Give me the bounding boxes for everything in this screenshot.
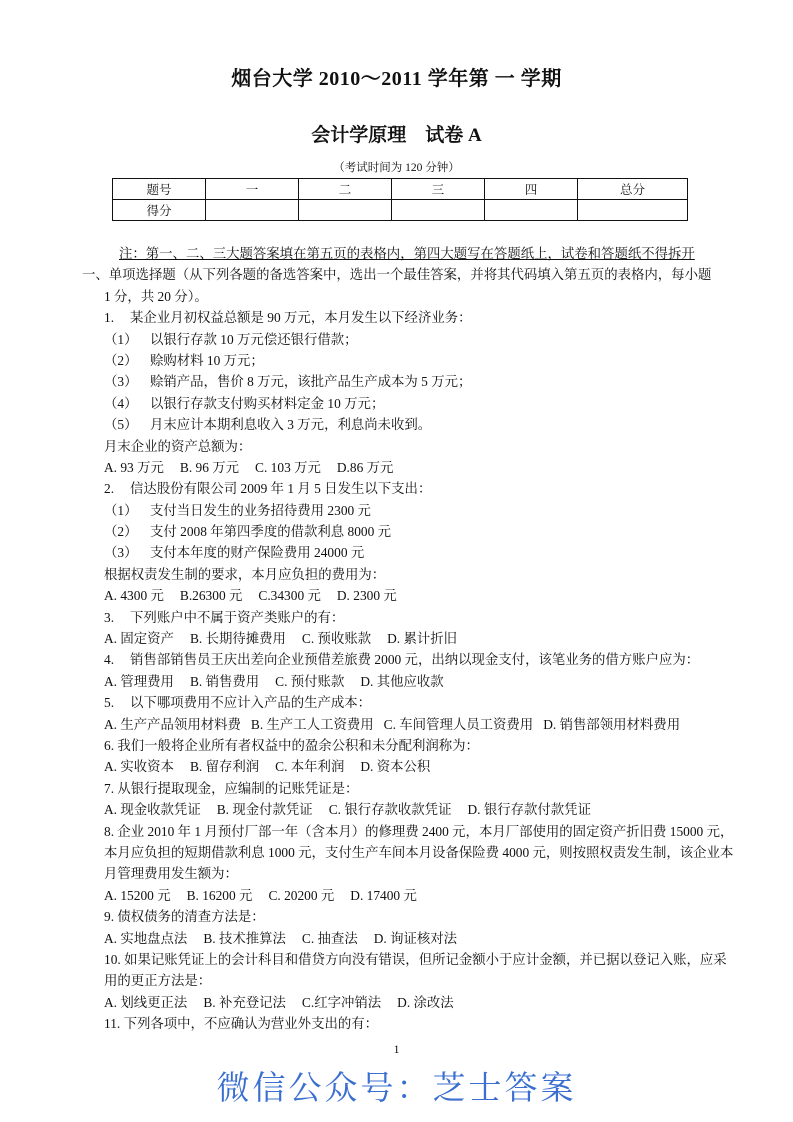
- score-table-header-row: [113, 179, 688, 200]
- header-cell: 一: [206, 179, 299, 200]
- question-number: 6.: [104, 737, 115, 753]
- option-d: D. 涂改法: [397, 994, 454, 1010]
- option-c: C. 预收账款: [301, 631, 372, 647]
- question-6: [0, 735, 793, 756]
- question-number: 7.: [104, 780, 115, 796]
- option-b: B. 留存利润: [189, 759, 260, 775]
- exam-title: 会计学原理 试卷 A: [311, 125, 482, 146]
- question-item: [0, 371, 793, 392]
- question-item: [0, 521, 793, 542]
- option-b: B.26300 元: [179, 588, 243, 604]
- header-cell: 二: [299, 179, 392, 200]
- option-b: B. 长期待摊费用: [189, 631, 286, 647]
- question-number: 10.: [104, 951, 121, 967]
- question-7: [0, 778, 793, 799]
- question-options: [0, 885, 793, 906]
- question-3: [0, 607, 793, 628]
- option-b: B. 现金付款凭证: [216, 802, 313, 818]
- option-d: D.86 万元: [336, 459, 394, 475]
- option-a: A. 生产产品领用材料费: [104, 716, 241, 732]
- option-c: C. 抽查法: [301, 930, 358, 946]
- option-d: D. 销售部领用材料费用: [543, 716, 681, 732]
- question-2: [0, 478, 793, 499]
- question-stem-cont: 月管理费用发生额为：: [104, 866, 238, 882]
- option-a: A. 实地盘点法: [104, 930, 188, 946]
- header-cell: 三: [392, 179, 485, 200]
- option-c: C. 银行存款收款凭证: [328, 802, 452, 818]
- instruction-note: 注：第一、二、三大题答案填在第五页的表格内，第四大题写在答题纸上，试卷和答题纸不得拆开: [119, 246, 695, 261]
- university-title: 烟台大学 2010～2011 学年第 一 学期: [231, 68, 562, 90]
- question-item: [0, 329, 793, 350]
- question-stem: 企业 2010 年 1 月预付厂部一年（含本月）的修理费 2400 元，本月厂部使用的固定资产折旧费 15000 元，: [117, 823, 734, 839]
- question-stem: 某企业月初权益总额是 90 万元，本月发生以下经济业务：: [130, 310, 472, 326]
- watermark: 微信公众号：芝士答案: [216, 1068, 577, 1107]
- question-1: [0, 307, 793, 328]
- score-cell: [485, 200, 578, 221]
- question-item: [0, 393, 793, 414]
- header-cell: 四: [485, 179, 578, 200]
- option-c: C.红字冲销法: [301, 994, 382, 1010]
- item-text: 月末应计本期利息收入 3 万元，利息尚未收到。: [150, 417, 432, 433]
- score-cell: [206, 200, 299, 221]
- option-d: D. 累计折旧: [387, 631, 458, 647]
- header-cell: 题号: [113, 179, 206, 200]
- item-number: （3）: [104, 374, 138, 390]
- option-d: D. 资本公积: [360, 759, 431, 775]
- option-b: B. 96 万元: [179, 459, 240, 475]
- question-9: [0, 906, 793, 927]
- option-b: B. 补充登记法: [203, 994, 286, 1010]
- question-stem: 以下哪项费用不应计入产品的生产成本：: [130, 695, 372, 711]
- question-stem-cont: 用的更正方法是：: [104, 973, 212, 989]
- option-b: B. 16200 元: [186, 887, 253, 903]
- score-table-score-row: [113, 200, 688, 221]
- question-options: [0, 756, 793, 777]
- score-cell: [299, 200, 392, 221]
- item-number: （1）: [104, 502, 138, 518]
- option-a: A. 实收资本: [104, 759, 174, 775]
- question-options: [0, 628, 793, 649]
- option-d: D. 询证核对法: [373, 930, 458, 946]
- option-d: D. 17400 元: [350, 887, 417, 903]
- question-options: [0, 714, 793, 735]
- item-number: （2）: [104, 352, 138, 368]
- option-c: C. 预付账款: [275, 673, 345, 689]
- question-options: [0, 457, 793, 478]
- section-heading: 一、单项选择题（从下列各题的备选答案中，选出一个最佳答案，并将其代码填入第五页的表格内，每小题: [82, 267, 712, 283]
- question-stem: 下列各项中，不应确认为营业外支出的有：: [123, 1016, 379, 1032]
- question-stem: 从银行提取现金，应编制的记账凭证是：: [117, 780, 359, 796]
- question-options: [0, 671, 793, 692]
- item-text: 支付当日发生的业务招待费用 2300 元: [150, 502, 371, 518]
- row-label: 得分: [113, 200, 206, 221]
- question-8: [0, 821, 793, 842]
- question-number: 8.: [104, 823, 115, 839]
- question-stem: 债权债务的清查方法是：: [117, 909, 265, 925]
- item-number: （5）: [104, 417, 138, 433]
- option-b: B. 技术推算法: [203, 930, 286, 946]
- option-c: C. 20200 元: [268, 887, 335, 903]
- question-item: [0, 500, 793, 521]
- question-number: 5.: [104, 695, 115, 711]
- item-number: （4）: [104, 395, 138, 411]
- option-c: C. 103 万元: [255, 459, 321, 475]
- question-ask: 月末企业的资产总额为：: [104, 438, 252, 454]
- question-stem: 下列账户中不属于资产类账户的有：: [130, 609, 345, 625]
- question-options: [0, 799, 793, 820]
- question-item: [0, 350, 793, 371]
- option-a: A. 固定资产: [104, 631, 174, 647]
- option-a: A. 93 万元: [104, 459, 164, 475]
- question-4: [0, 649, 793, 670]
- question-options: [0, 928, 793, 949]
- score-cell: [392, 200, 485, 221]
- item-text: 赊购材料 10 万元；: [150, 352, 264, 368]
- question-item: [0, 414, 793, 435]
- question-stem: 信达股份有限公司 2009 年 1 月 5 日发生以下支出：: [130, 481, 432, 497]
- question-11: [0, 1013, 793, 1034]
- question-number: 2.: [104, 481, 115, 497]
- option-c: C. 本年利润: [275, 759, 345, 775]
- option-c: C. 车间管理人员工资费用: [383, 716, 534, 732]
- item-text: 赊销产品，售价 8 万元，该批产品生产成本为 5 万元；: [150, 374, 472, 390]
- question-stem: 销售部销售员王庆出差向企业预借差旅费 2000 元，出纳以现金支付，该笔业务的借方账户应为：: [130, 652, 700, 668]
- option-b: B. 生产工人工资费用: [250, 716, 374, 732]
- item-number: （2）: [104, 524, 138, 540]
- question-options: [0, 992, 793, 1013]
- exam-body: [0, 243, 793, 1034]
- option-a: A. 划线更正法: [104, 994, 188, 1010]
- option-c: C.34300 元: [258, 588, 321, 604]
- option-a: A. 15200 元: [104, 887, 171, 903]
- item-number: （1）: [104, 331, 138, 347]
- score-cell: [578, 200, 688, 221]
- question-10: [0, 949, 793, 970]
- item-number: （3）: [104, 545, 138, 561]
- option-b: B. 销售费用: [189, 673, 260, 689]
- question-stem: 如果记账凭证上的会计科目和借贷方向没有错误，但所记金额小于应计金额，并已据以登记入账，应采: [124, 951, 727, 967]
- page-number: 1: [393, 1042, 400, 1056]
- question-options: [0, 585, 793, 606]
- question-stem: 我们一般将企业所有者权益中的盈余公积和未分配利润称为：: [117, 737, 479, 753]
- time-note: （考试时间为 120 分钟）: [333, 162, 460, 174]
- question-number: 4.: [104, 652, 115, 668]
- question-number: 3.: [104, 609, 115, 625]
- question-stem-cont: 本月应负担的短期借款利息 1000 元，支付生产车间本月设备保险费 4000 元，则按照权责发生制，该企业本: [104, 844, 734, 860]
- option-d: D. 其他应收款: [360, 673, 444, 689]
- question-ask: 根据权责发生制的要求，本月应负担的费用为：: [104, 566, 386, 582]
- section-heading-cont: 1 分，共 20 分）。: [104, 288, 208, 304]
- item-text: 支付本年度的财产保险费用 24000 元: [150, 545, 365, 561]
- option-a: A. 管理费用: [104, 673, 174, 689]
- question-number: 1.: [104, 310, 115, 326]
- option-a: A. 现金收款凭证: [104, 802, 201, 818]
- question-number: 11.: [104, 1016, 121, 1032]
- question-item: [0, 542, 793, 563]
- item-text: 以银行存款 10 万元偿还银行借款；: [150, 331, 358, 347]
- header-cell: 总分: [578, 179, 688, 200]
- option-d: D. 2300 元: [336, 588, 397, 604]
- question-5: [0, 692, 793, 713]
- item-text: 以银行存款支付购买材料定金 10 万元；: [150, 395, 385, 411]
- option-d: D. 银行存款付款凭证: [467, 802, 591, 818]
- item-text: 支付 2008 年第四季度的借款利息 8000 元: [150, 524, 392, 540]
- score-table: [112, 178, 688, 221]
- question-number: 9.: [104, 909, 115, 925]
- option-a: A. 4300 元: [104, 588, 164, 604]
